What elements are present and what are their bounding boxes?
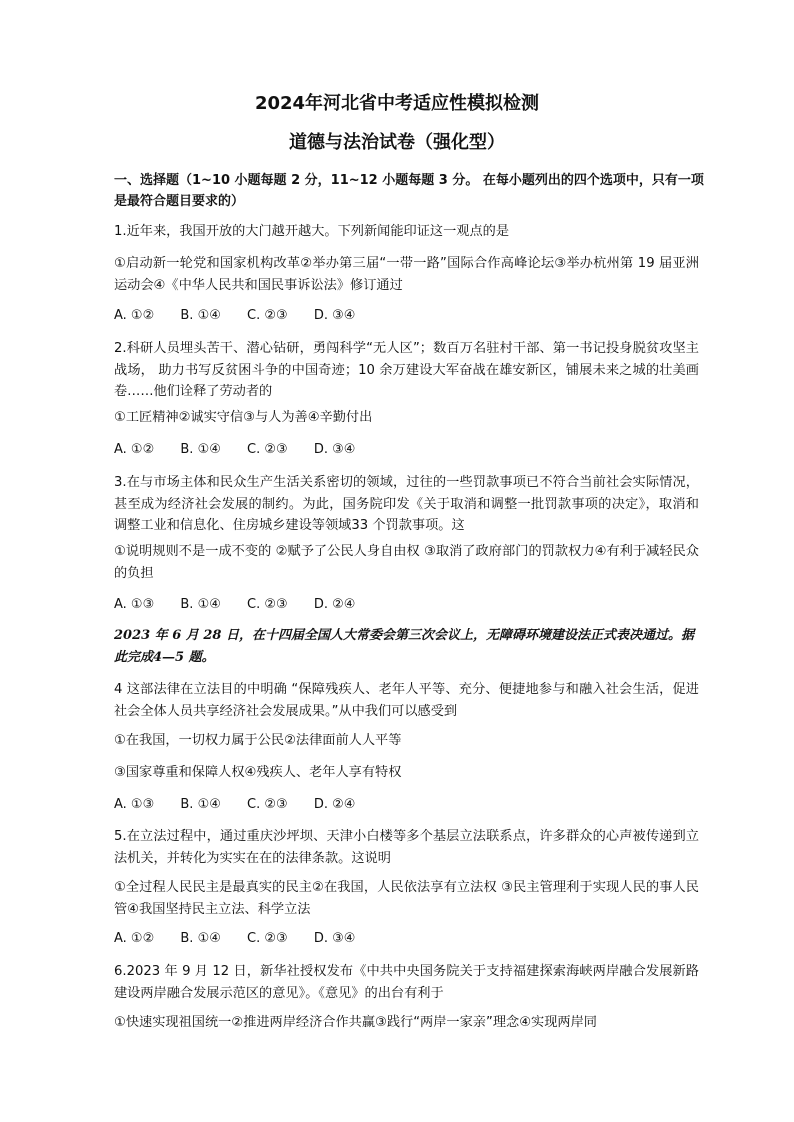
question-1-stem: 1.近年来，我国开放的大门越开越大。下列新闻能印证这一观点的是: [114, 224, 510, 239]
material-text: 2023 年 6 月 28 日，在十四届全国人大常委会第三次会议上，无障碍环境建设法正式表决通过。据此完成4—5 题。: [114, 628, 694, 665]
question-2-option-b: B. ①④: [180, 442, 221, 457]
exam-title: 2024年河北省中考适应性模拟检测: [254, 93, 540, 114]
question-3-option-b: B. ①④: [180, 597, 221, 612]
question-4-statement-line-1: ①在我国，一切权力属于公民②法律面前人人平等: [114, 733, 402, 748]
question-3-option-a: A. ①③: [114, 597, 155, 612]
question-1-option-c: C. ②③: [247, 308, 288, 323]
question-6-stem: 6.2023 年 9 月 12 日，新华社授权发布《中共中央国务院关于支持福建探索海峡两岸融合发展新路建设两岸融合发展示范区的意见》。《意见》的出台有利于: [114, 964, 699, 1001]
question-3-stem: 3.在与市场主体和民众生产生活关系密切的领域，过往的一些罚款事项已不符合当前社会实际情况，甚至成为经济社会发展的制约。为此，国务院印发《关于取消和调整一批罚款事项的决定》，取消和调整工业和信息化、住房城乡建设等领域33 个罚款事项。这: [114, 475, 699, 533]
question-1-statements: ①启动新一轮党和国家机构改革②举办第三届“一带一路”国际合作高峰论坛③举办杭州第 19 届亚洲运动会④《中华人民共和国民事诉讼法》修订通过: [114, 256, 699, 293]
question-4-option-a: A. ①③: [114, 797, 155, 812]
question-4-statement-line-2: ③国家尊重和保障人权④残疾人、老年人享有特权: [114, 765, 402, 780]
question-1-option-a: A. ①②: [114, 308, 155, 323]
question-3-statements: ①说明规则不是一成不变的 ②赋予了公民人身自由权 ③取消了政府部门的罚款权力④有利于减轻民众的负担: [114, 544, 699, 581]
question-4-option-d: D. ②④: [313, 797, 356, 812]
question-2-options: [114, 440, 377, 460]
section-heading: 一、选择题（1~10 小题每题 2 分，11~12 小题每题 3 分。 在每小题列出的四个选项中，只有一项是最符合题目要求的）: [114, 173, 704, 209]
question-2-option-d: D. ③④: [313, 442, 356, 457]
question-2-option-c: C. ②③: [247, 442, 288, 457]
question-3-options: [114, 595, 377, 615]
question-1-option-b: B. ①④: [180, 308, 221, 323]
question-1-option-d: D. ③④: [313, 308, 356, 323]
question-2-option-a: A. ①②: [114, 442, 155, 457]
question-2-stem: 2.科研人员埋头苦干、潜心钻研，勇闯科学“无人区”；数百万名驻村干部、第一书记投身脱贫攻坚主战场， 助力书写反贫困斗争的中国奇迹；10 余万建设大军奋战在雄安新区，铺展未来之城的壮美画卷……他们诠释了劳动者的: [114, 341, 699, 399]
question-5-option-b: B. ①④: [180, 931, 221, 946]
question-5-option-d: D. ③④: [313, 931, 356, 946]
question-4-option-b: B. ①④: [180, 797, 221, 812]
question-5-option-a: A. ①②: [114, 931, 155, 946]
question-5-options: [114, 929, 377, 949]
question-4-stem: 4 这部法律在立法目的中明确 “保障残疾人、老年人平等、充分、便捷地参与和融入社会生活，促进社会全体人员共享经济社会发展成果。”从中我们可以感受到: [114, 682, 699, 719]
question-5-statements: ①全过程人民民主是最真实的民主②在我国，人民依法享有立法权 ③民主管理利于实现人民的事人民管④我国坚持民主立法、科学立法: [114, 880, 699, 917]
exam-subtitle: 道德与法治试卷（强化型）: [289, 132, 505, 153]
question-2-statements: ①工匠精神②诚实守信③与人为善④辛勤付出: [114, 410, 373, 425]
question-3-option-d: D. ②④: [313, 597, 356, 612]
question-4-options: [114, 795, 377, 815]
question-1-options: [114, 306, 377, 326]
question-3-option-c: C. ②③: [247, 597, 288, 612]
question-5-stem: 5.在立法过程中，通过重庆沙坪坝、天津小白楼等多个基层立法联系点，许多群众的心声被传递到立法机关，并转化为实实在在的法律条款。这说明: [114, 829, 699, 866]
question-6-statements: ①快速实现祖国统一②推进两岸经济合作共赢③践行“两岸一家亲”理念④实现两岸同: [114, 1015, 597, 1030]
question-5-option-c: C. ②③: [247, 931, 288, 946]
question-4-option-c: C. ②③: [247, 797, 288, 812]
